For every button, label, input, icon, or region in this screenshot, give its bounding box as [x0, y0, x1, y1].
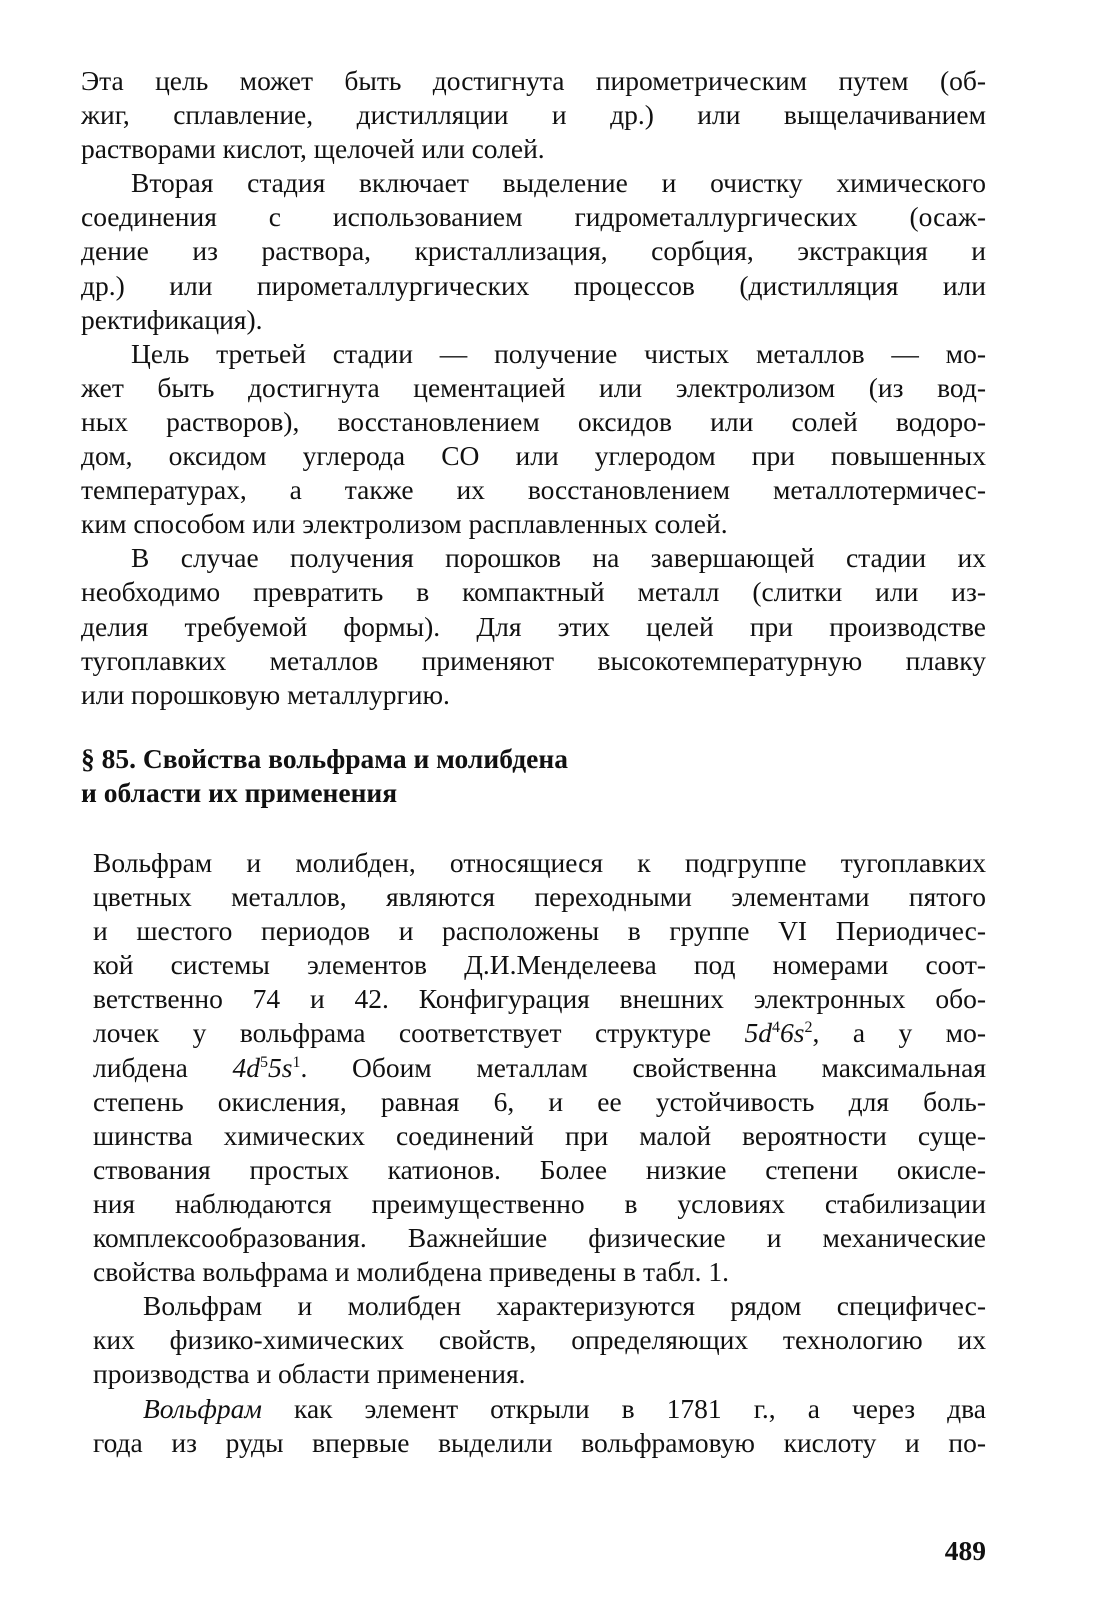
text-line: ных растворов), восстановлением оксидов или солей водоро-: [81, 405, 986, 437]
text-line: свойства вольфрама и молибдена приведены в табл. 1.: [93, 1256, 729, 1288]
text-line: цветных металлов, являются переходными элементами пятого: [93, 881, 986, 913]
formula-symbol: 5d: [744, 1017, 773, 1049]
text-line: жет быть достигнута цементацией или электролизом (из вод-: [81, 371, 986, 403]
text-line: Вольфрам и молибден характеризуются рядом специфичес-: [143, 1290, 986, 1322]
text-line: ких физико-химических свойств, определяющих технологию их: [93, 1324, 986, 1356]
text-line: ветственно 74 и 42. Конфигурация внешних электронных обо-: [93, 983, 986, 1015]
text-line: комплексообразования. Важнейшие физические и механические: [93, 1222, 986, 1254]
text-line: Вольфрам и молибден, относящиеся к подгруппе тугоплавких: [93, 847, 986, 878]
formula-superscript: 1: [292, 1053, 301, 1071]
text-line: ствования простых катионов. Более низкие степени окисле-: [93, 1153, 986, 1185]
text-line: шинства химических соединений при малой вероятности суще-: [93, 1119, 986, 1151]
section-heading-line: и области их применения: [81, 777, 398, 808]
text-line: или порошковую металлургию.: [81, 678, 450, 710]
text-line: кой системы элементов Д.И.Менделеева под номерами соот-: [93, 949, 986, 981]
text-line: ким способом или электролизом расплавленных солей.: [81, 508, 728, 540]
section-heading-line: § 85. Свойства вольфрама и молибдена: [81, 743, 568, 774]
text-block-top: [81, 64, 986, 712]
text-line: соединения с использованием гидрометаллургических (осаж-: [81, 201, 986, 233]
text-line: др.) или пирометаллургических процессов (дистилляция или: [81, 269, 986, 301]
formula-symbol: 6s: [780, 1017, 805, 1049]
emphasis-term: Вольфрам: [143, 1392, 262, 1424]
formula-symbol: 4d: [232, 1051, 261, 1083]
text-line: Цель третьей стадии — получение чистых металлов — мо-: [131, 337, 986, 369]
page-number: 489: [944, 1535, 986, 1566]
formula-superscript: 2: [804, 1019, 813, 1037]
text-span: лочек у вольфрама соответствует структуре: [93, 1017, 745, 1049]
text-span: , а у мо-: [812, 1017, 986, 1049]
text-line: растворами кислот, щелочей или солей.: [81, 133, 545, 165]
text-line: необходимо превратить в компактный металл (слитки или из-: [81, 576, 986, 608]
formula-superscript: 5: [260, 1053, 269, 1071]
text-line: ния наблюдаются преимущественно в условиях стабилизации: [93, 1187, 986, 1219]
text-line: ректификация).: [81, 303, 263, 335]
text-line: делия требуемой формы). Для этих целей при производстве: [81, 610, 986, 642]
text-line: В случае получения порошков на завершающей стадии их: [131, 542, 986, 574]
text-line: тугоплавких металлов применяют высокотемпературную плавку: [81, 644, 986, 676]
text-span: как элемент открыли в 1781 г., а через два: [261, 1392, 986, 1424]
text-line: Вторая стадия включает выделение и очистку химического: [131, 167, 986, 199]
text-line: [93, 1016, 986, 1050]
text-line: дом, оксидом углерода СО или углеродом при повышенных: [81, 440, 986, 472]
text-line: степень окисления, равная 6, и ее устойчивость для боль-: [93, 1085, 986, 1117]
text-block-bottom: [93, 846, 986, 1460]
text-line: [93, 1051, 986, 1085]
text-line: дение из раствора, кристаллизация, сорбция, экстракция и: [81, 235, 986, 267]
text-span: либдена: [93, 1051, 233, 1083]
text-line: производства и области применения.: [93, 1358, 526, 1390]
text-line: года из руды впервые выделили вольфрамовую кислоту и по-: [93, 1426, 986, 1458]
formula-symbol: 5s: [268, 1051, 293, 1083]
text-line: температурах, а также их восстановлением металлотермичес-: [81, 474, 986, 506]
text-line: [93, 1392, 986, 1426]
text-span: . Обоим металлам свойственна максимальная: [300, 1051, 986, 1083]
text-line: и шестого периодов и расположены в группе VI Периодичес-: [93, 915, 986, 947]
text-line: Эта цель может быть достигнута пирометрическим путем (об-: [81, 65, 986, 96]
text-line: жиг, сплавление, дистилляции и др.) или выщелачиванием: [81, 99, 986, 131]
formula-superscript: 4: [772, 1019, 781, 1037]
section-heading: [81, 742, 986, 810]
